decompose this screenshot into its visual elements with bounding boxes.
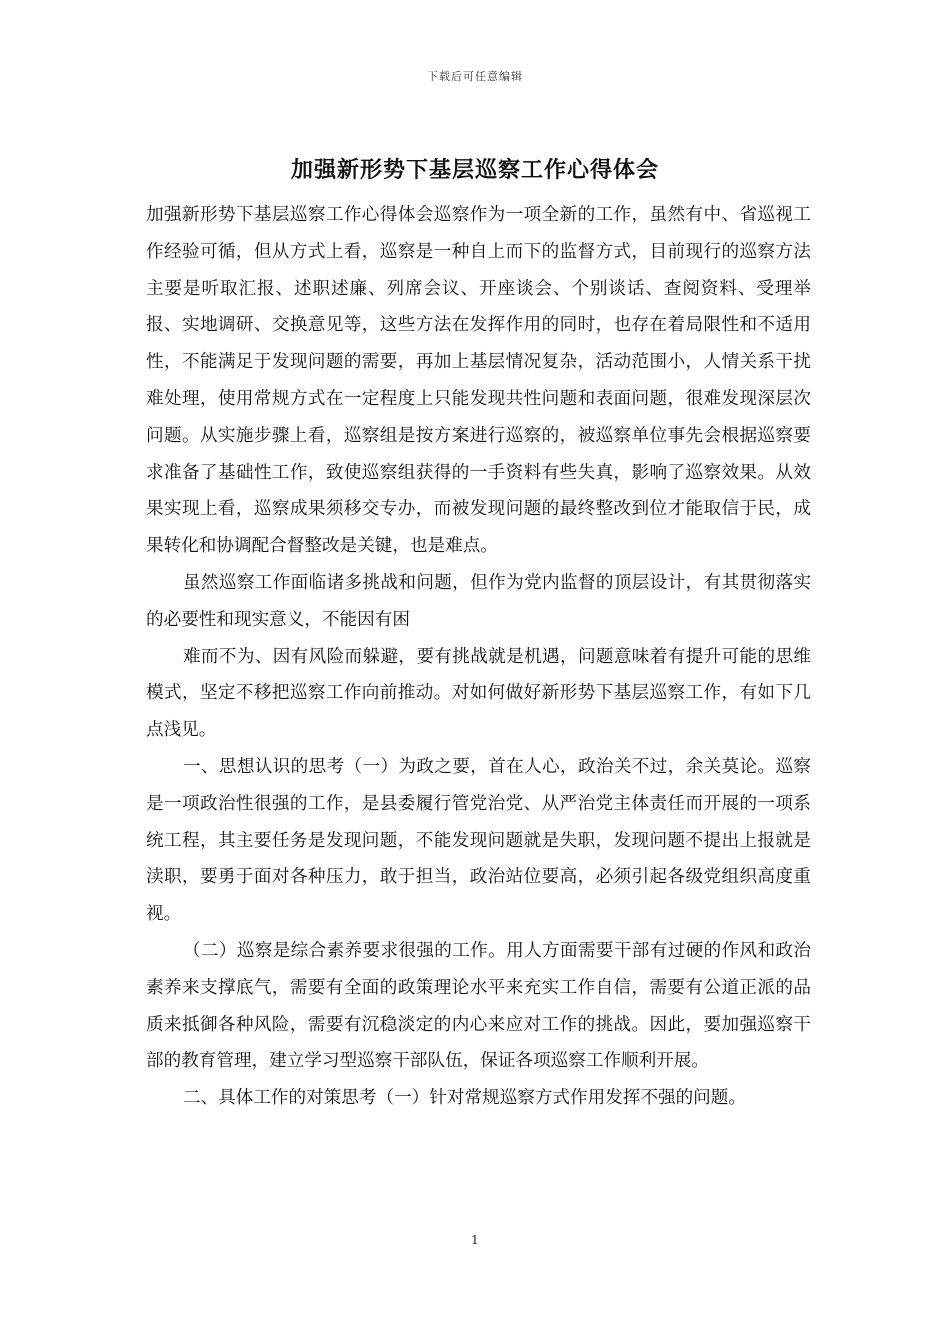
paragraph-2: 虽然巡察工作面临诸多挑战和问题，但作为党内监督的顶层设计，有其贯彻落实的必要性和现实意义，不能因有困: [146, 572, 811, 630]
header-note: 下载后可任意编辑: [427, 70, 523, 83]
paragraph-3: 难而不为、因有风险而躲避，要有挑战就是机遇，问题意味着有提升可能的思维模式，坚定不移把巡察工作向前推动。对如何做好新形势下基层巡察工作，有如下几点浅见。: [146, 646, 811, 741]
paragraph-6: 二、具体工作的对策思考（一）针对常规巡察方式作用发挥不强的问题。: [182, 1088, 746, 1109]
paragraph-5: （二）巡察是综合素养要求很强的工作。用人方面需要干部有过硬的作风和政治素养来支撑底气，需要有全面的政策理论水平来充实工作自信，需要有公道正派的品质来抵御各种风险，需要有沉稳淡定的内心来应对工作的挑战。因此，要加强巡察干部的教育管理，建立学习型巡察干部队伍，保证各项巡察工作顺利开展。: [146, 940, 811, 1072]
paragraph-1: 加强新形势下基层巡察工作心得体会巡察作为一项全新的工作，虽然有中、省巡视工作经验可循，但从方式上看，巡察是一种自上而下的监督方式，目前现行的巡察方法主要是听取汇报、述职述廉、列席会议、开座谈会、个别谈话、查阅资料、受理举报、实地调研、交换意见等，这些方法在发挥作用的同时，也存在着局限性和不适用性，不能满足于发现问题的需要，再加上基层情况复杂，活动范围小，人情关系干扰难处理，使用常规方式在一定程度上只能发现共性问题和表面问题，很难发现深层次问题。从实施步骤上看，巡察组是按方案进行巡察的，被巡察单位事先会根据巡察要求准备了基础性工作，致使巡察组获得的一手资料有些失真，影响了巡察效果。从效果实现上看，巡察成果须移交专办，而被发现问题的最终整改到位才能取信于民，成果转化和协调配合督整改是关键，也是难点。: [146, 205, 811, 557]
page-number: 1: [471, 1233, 479, 1247]
paragraph-4: 一、思想认识的思考（一）为政之要，首在人心，政治关不过，余关莫论。巡察是一项政治性很强的工作，是县委履行管党治党、从严治党主体责任而开展的一项系统工程，其主要任务是发现问题，不能发现问题就是失职，发现问题不提出上报就是渎职，要勇于面对各种压力，敢于担当，政治站位要高，必须引起各级党组织高度重视。: [146, 756, 811, 925]
document-body: [146, 197, 811, 1117]
document-title: 加强新形势下基层巡察工作心得体会: [290, 157, 659, 183]
